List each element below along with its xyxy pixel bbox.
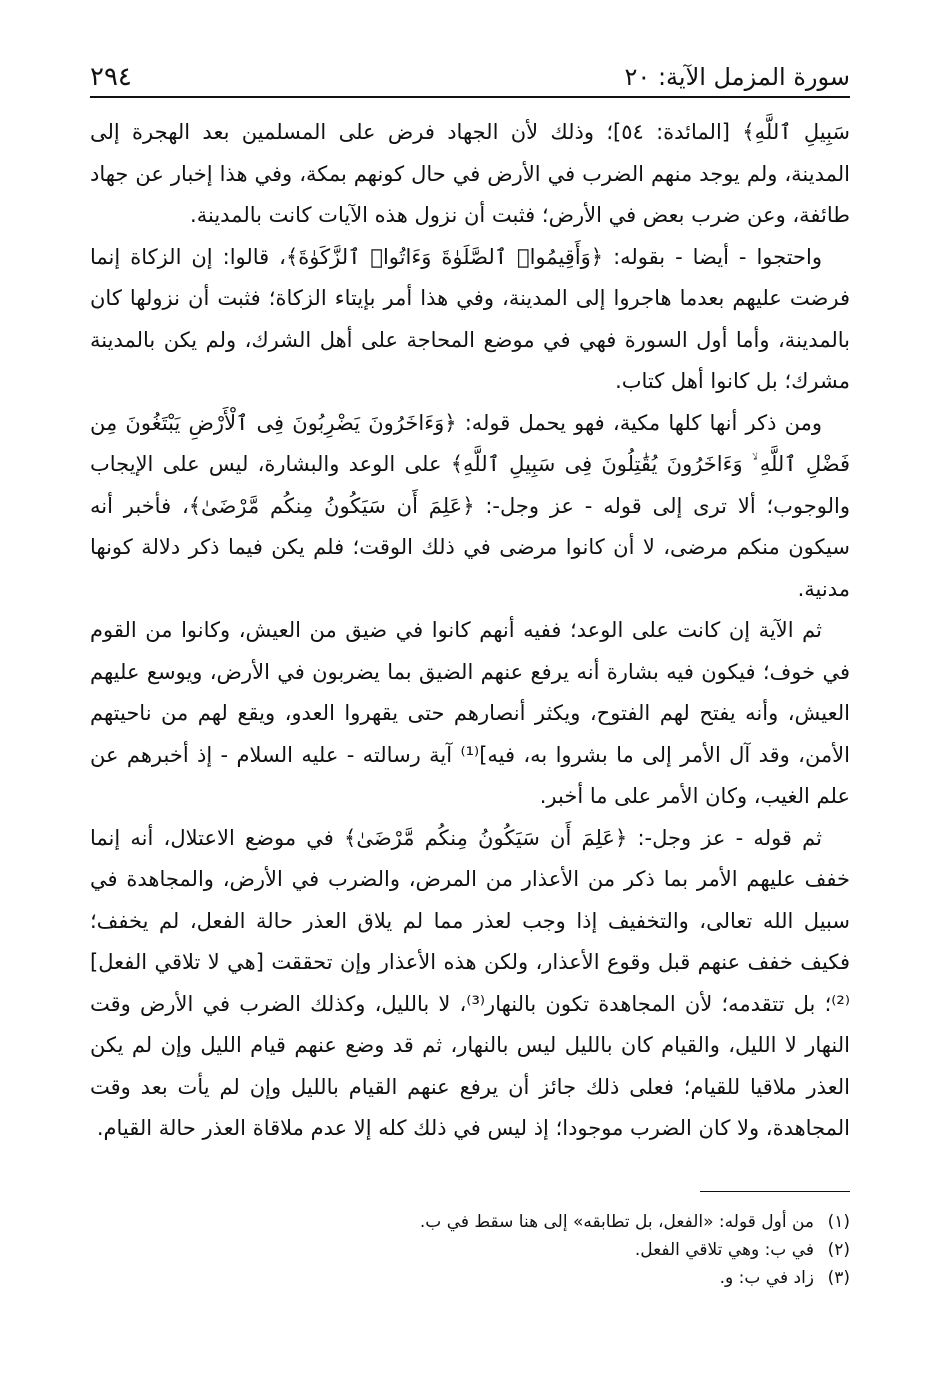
footnote: [120, 1264, 850, 1292]
main-text: [90, 112, 850, 1150]
footnote: [120, 1208, 850, 1236]
paragraph: واحتجوا - أيضا - بقوله: ﴿وَأَقِيمُوا۟ ٱلصَّلَوٰةَ وَءَاتُوا۟ ٱلزَّكَوٰةَ﴾، قالوا: إن الزكاة إنما فرضت عليهم بعدما هاجروا إلى المدينة، وفي هذا أمر بإيتاء الزكاة؛ فثبت أن نزولها كان بالمدينة، وأما أول السورة فهي في موضع المحاجة على أهل الشرك، ولم يكن بالمدينة مشرك؛ بل كانوا أهل كتاب.: [90, 244, 850, 393]
footnotes: [120, 1208, 850, 1292]
footnote-divider: [700, 1191, 850, 1192]
footnote-mark: (٣): [827, 1268, 850, 1288]
running-title: سورة المزمل الآية: ٢٠: [624, 63, 850, 91]
paragraph: ثم قوله - عز وجل-: ﴿عَلِمَ أَن سَيَكُونُ مِنكُم مَّرْضَىٰ﴾ في موضع الاعتلال، أنه إنما خفف عليهم الأمر بما ذكر من الأعذار من المرض، والضرب في الأرض، والمجاهدة في سبيل الله تعالى، والتخفيف إذا وجب لعذر مما لم يلاق العذر حالة الفعل، لم يخفف؛ فكيف خفف عنهم قبل وقوع الأعذار، ولكن هذه الأعذار وإن تحققت [هي لا تلاقي الفعل]⁽²⁾؛ بل تتقدمه؛ لأن المجاهدة تكون بالنهار⁽³⁾، لا بالليل، وكذلك الضرب في الأرض وقت النهار لا الليل، والقيام كان بالليل ليس بالنهار، ثم قد وضع عنهم قيام الليل وإن لم يكن العذر ملاقيا للقيام؛ فعلى ذلك جائز أن يرفع عنهم القيام بالليل وإن لم يأت بعد وقت المجاهدة، ولا كان الضرب موجودا؛ إذ ليس في ذلك كله إلا عدم ملاقاة العذر حالة القيام.: [90, 825, 850, 1140]
page-header: [90, 52, 850, 98]
footnote-mark: (٢): [827, 1240, 850, 1260]
footnote: [120, 1236, 850, 1264]
footnote-mark: (١): [827, 1212, 850, 1232]
paragraph: ومن ذكر أنها كلها مكية، فهو يحمل قوله: ﴿وَءَاخَرُونَ يَضْرِبُونَ فِى ٱلْأَرْضِ يَبْتَغُونَ مِن فَضْلِ ٱللَّهِ ۙ وَءَاخَرُونَ يُقَٰتِلُونَ فِى سَبِيلِ ٱللَّهِ﴾ على الوعد والبشارة، ليس على الإيجاب والوجوب؛ ألا ترى إلى قوله - عز وجل-: ﴿عَلِمَ أَن سَيَكُونُ مِنكُم مَّرْضَىٰ﴾، فأخبر أنه سيكون منكم مرضى، لا أن كانوا مرضى في ذلك الوقت؛ فلم يكن فيما ذكر دلالة كونها مدنية.: [90, 410, 850, 601]
paragraph: ثم الآية إن كانت على الوعد؛ ففيه أنهم كانوا في ضيق من العيش، وكانوا من القوم في خوف؛ فيكون فيه بشارة أنه يرفع عنهم الضيق بما يضربون في الأرض، ويوسع عليهم العيش، وأنه يفتح لهم الفتوح، ويكثر أنصارهم حتى يقهروا العدو، ويقع لهم من ناحيتهم الأمن، وقد آل الأمر إلى ما بشروا به، فيه]⁽¹⁾ آية رسالته - عليه السلام - إذ أخبرهم عن علم الغيب، وكان الأمر على ما أخبر.: [90, 618, 850, 808]
paragraph: سَبِيلِ ٱللَّهِ﴾ [المائدة: ٥٤]؛ وذلك لأن الجهاد فرض على المسلمين بعد الهجرة إلى المدينة، ولم يوجد منهم الضرب في الأرض في حال كونهم بمكة، وفي هذا إخبار عن جهاد طائفة، وعن ضرب بعض في الأرض؛ فثبت أن نزول هذه الآيات كانت بالمدينة.: [90, 120, 851, 227]
footnote-text: من أول قوله: «الفعل، بل تطابقه» إلى هنا سقط في ب.: [419, 1212, 814, 1232]
footnote-text: في ب: وهي تلاقي الفعل.: [634, 1240, 814, 1260]
page-number: ٢٩٤: [90, 62, 132, 92]
footnote-text: زاد في ب: و.: [719, 1268, 814, 1288]
